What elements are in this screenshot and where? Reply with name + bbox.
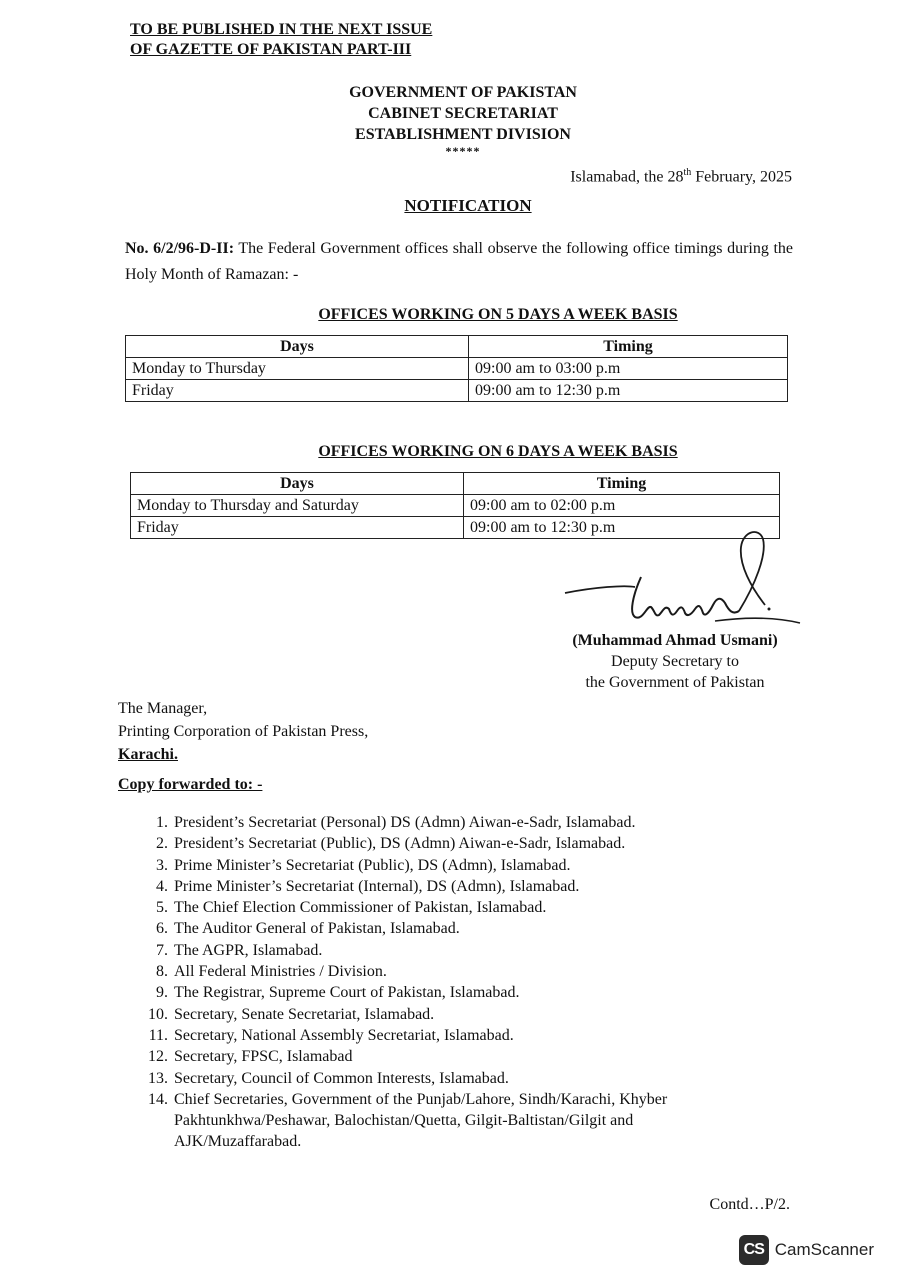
- list-item-number: 6.: [156, 920, 168, 938]
- addressee-line-3: Karachi.: [118, 746, 178, 763]
- addressee-line-2: Printing Corporation of Pakistan Press,: [118, 723, 369, 740]
- header-days: Days: [126, 336, 469, 358]
- gazette-line-2: OF GAZETTE OF PAKISTAN PART-III: [130, 41, 412, 58]
- gazette-line-1: TO BE PUBLISHED IN THE NEXT ISSUE: [130, 21, 433, 38]
- camscanner-label: CamScanner: [774, 1240, 874, 1259]
- list-item-text: Secretary, Council of Common Interests, Islamabad.: [174, 1069, 509, 1087]
- list-item-number: 8.: [156, 963, 168, 981]
- table-header-row: [131, 473, 780, 495]
- signatory-designation-2: the Government of Pakistan: [585, 674, 765, 691]
- table-row: [131, 495, 780, 517]
- table-1-title: OFFICES WORKING ON 5 DAYS A WEEK BASIS: [318, 306, 678, 323]
- signature-scribble: [555, 525, 805, 635]
- camscanner-logo-icon: CS: [739, 1235, 769, 1265]
- list-item-number: 1.: [156, 814, 168, 831]
- cell-days: Monday to Thursday: [126, 358, 469, 380]
- copy-forwarded-list: [140, 812, 740, 1153]
- list-item-text: The Chief Election Commissioner of Pakistan, Islamabad.: [174, 899, 547, 917]
- list-item-number: 12.: [148, 1048, 168, 1066]
- copy-forwarded-title: Copy forwarded to: -: [118, 776, 263, 793]
- continued-note: Contd…P/2.: [709, 1196, 790, 1213]
- addressee-block: [118, 697, 368, 766]
- list-item-number: 2.: [156, 835, 168, 853]
- signatory-designation-1: Deputy Secretary to: [611, 653, 739, 670]
- cell-days: Monday to Thursday and Saturday: [131, 495, 464, 517]
- list-item: [140, 855, 740, 876]
- list-item: [140, 940, 740, 961]
- list-item-text: Chief Secretaries, Government of the Punjab/Lahore, Sindh/Karachi, Khyber Pakhtunkhwa/Peshawar, Balochistan/Quetta, Gilgit-Baltistan/Gilgit and AJK/Muzaffarabad.: [174, 1090, 668, 1151]
- notification-paragraph: [125, 236, 793, 288]
- camscanner-watermark: [739, 1235, 874, 1265]
- list-item-text: Prime Minister’s Secretariat (Internal), DS (Admn), Islamabad.: [174, 877, 580, 895]
- cell-timing: 09:00 am to 12:30 p.m: [464, 517, 780, 539]
- header-timing: Timing: [464, 473, 780, 495]
- list-item-number: 14.: [148, 1090, 168, 1108]
- list-item: [140, 961, 740, 982]
- list-item: [140, 1089, 740, 1153]
- list-item: [140, 897, 740, 918]
- list-item: [140, 876, 740, 897]
- table-header-row: [126, 336, 788, 358]
- list-item-text: President’s Secretariat (Public), DS (Admn) Aiwan-e-Sadr, Islamabad.: [174, 835, 626, 853]
- list-item: [140, 1004, 740, 1025]
- list-item: [140, 812, 740, 833]
- addressee-line-1: The Manager,: [118, 700, 208, 717]
- list-item-text: All Federal Ministries / Division.: [174, 963, 387, 981]
- header-line-3: ESTABLISHMENT DIVISION: [355, 126, 571, 143]
- notification-title: NOTIFICATION: [404, 196, 532, 215]
- header-days: Days: [131, 473, 464, 495]
- list-item-text: President’s Secretariat (Personal) DS (Admn) Aiwan-e-Sadr, Islamabad.: [174, 814, 636, 831]
- list-item-text: Prime Minister’s Secretariat (Public), DS (Admn), Islamabad.: [174, 856, 571, 874]
- date-line: [570, 167, 792, 186]
- list-item-text: The AGPR, Islamabad.: [174, 941, 323, 959]
- list-item-number: 7.: [156, 941, 168, 959]
- notification-number: No. 6/2/96-D-II:: [125, 240, 235, 257]
- list-item: [140, 833, 740, 854]
- signatory-name: (Muhammad Ahmad Usmani): [572, 632, 778, 649]
- list-item-text: Secretary, National Assembly Secretariat, Islamabad.: [174, 1026, 514, 1044]
- date-suffix: th: [683, 167, 692, 178]
- table-2-title: OFFICES WORKING ON 6 DAYS A WEEK BASIS: [318, 443, 678, 460]
- list-item: [140, 918, 740, 939]
- list-item-text: The Auditor General of Pakistan, Islamabad.: [174, 920, 460, 938]
- list-item-number: 11.: [148, 1026, 168, 1044]
- date-rest: February, 2025: [691, 168, 792, 186]
- table-row: [126, 358, 788, 380]
- header-stars: *****: [445, 144, 481, 158]
- list-item-number: 4.: [156, 877, 168, 895]
- header-timing: Timing: [469, 336, 788, 358]
- table-row: [126, 380, 788, 402]
- list-item: [140, 982, 740, 1003]
- list-item-text: The Registrar, Supreme Court of Pakistan, Islamabad.: [174, 984, 520, 1002]
- list-item-text: Secretary, FPSC, Islamabad: [174, 1048, 353, 1066]
- list-item-text: Secretary, Senate Secretariat, Islamabad.: [174, 1005, 435, 1023]
- list-item-number: 3.: [156, 856, 168, 874]
- list-item-number: 13.: [148, 1069, 168, 1087]
- header-line-1: GOVERNMENT OF PAKISTAN: [349, 84, 577, 101]
- cell-timing: 09:00 am to 12:30 p.m: [469, 380, 788, 402]
- list-item-number: 9.: [156, 984, 168, 1002]
- list-item: [140, 1068, 740, 1089]
- list-item-number: 5.: [156, 899, 168, 917]
- header-line-2: CABINET SECRETARIAT: [368, 105, 558, 122]
- timing-table-5-days: [125, 335, 788, 402]
- list-item: [140, 1025, 740, 1046]
- list-item: [140, 1046, 740, 1067]
- signatory-block: [540, 630, 810, 693]
- cell-timing: 09:00 am to 03:00 p.m: [469, 358, 788, 380]
- list-item-number: 10.: [148, 1005, 168, 1023]
- cell-timing: 09:00 am to 02:00 p.m: [464, 495, 780, 517]
- date-prefix: Islamabad, the 28: [570, 168, 684, 186]
- government-header: [0, 82, 906, 157]
- cell-days: Friday: [131, 517, 464, 539]
- notification-text: The Federal Government offices shall observe the following office timings during the Holy Month of Ramazan: -: [125, 240, 793, 283]
- gazette-heading: [130, 20, 432, 60]
- cell-days: Friday: [126, 380, 469, 402]
